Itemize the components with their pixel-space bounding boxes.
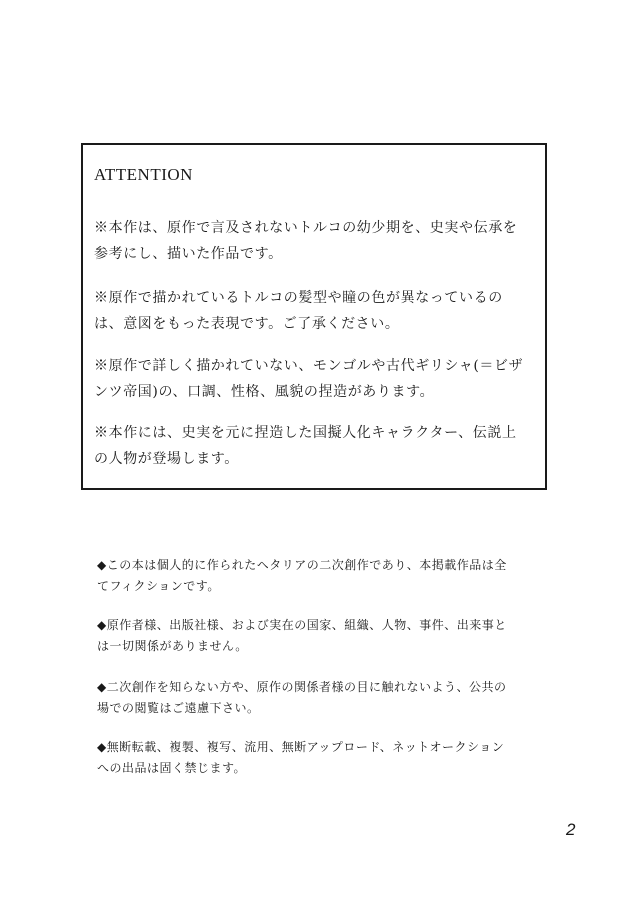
attention-line: ※原作で詳しく描かれていない、モンゴルや古代ギリシャ(＝ビザ [94,358,524,374]
attention-line: ※原作で描かれているトルコの髪型や瞳の色が異なっているの [94,290,503,306]
attention-box [81,143,547,490]
note-line: は一切関係がありません。 [97,639,248,653]
attention-paragraph [94,215,539,267]
note-line: 場での閲覧はご遠慮下さい。 [97,701,260,715]
disclaimer-note [97,677,507,719]
attention-paragraph [94,353,539,405]
attention-line: ※本作は、原作で言及されないトルコの幼少期を、史実や伝承を [94,220,518,236]
note-line: ◆この本は個人的に作られたヘタリアの二次創作であり、本掲載作品は全 [97,558,507,572]
attention-line: は、意図をもった表現です。ご了承ください。 [94,316,400,332]
attention-line: 参考にし、描いた作品です。 [94,246,283,262]
note-line: ◆原作者様、出版社様、および実在の国家、組織、人物、事件、出来事と [97,618,507,632]
note-line: ◆無断転載、複製、複写、流用、無断アップロード、ネットオークション [97,740,505,754]
disclaimer-note [97,615,507,657]
attention-line: の人物が登場します。 [94,451,239,467]
attention-line: ンツ帝国)の、口調、性格、風貌の捏造があります。 [94,384,435,400]
attention-line: ※本作には、史実を元に捏造した国擬人化キャラクター、伝説上 [94,425,517,441]
attention-title: ATTENTION [94,165,193,184]
page-number: 2 [566,820,576,839]
note-line: ◆二次創作を知らない方や、原作の関係者様の目に触れないよう、公共の [97,680,507,694]
disclaimer-note [97,737,504,779]
note-line: への出品は固く禁じます。 [97,761,247,775]
note-line: てフィクションです。 [97,579,220,593]
attention-paragraph [94,285,539,337]
disclaimer-note [97,555,507,597]
attention-paragraph [94,420,539,472]
